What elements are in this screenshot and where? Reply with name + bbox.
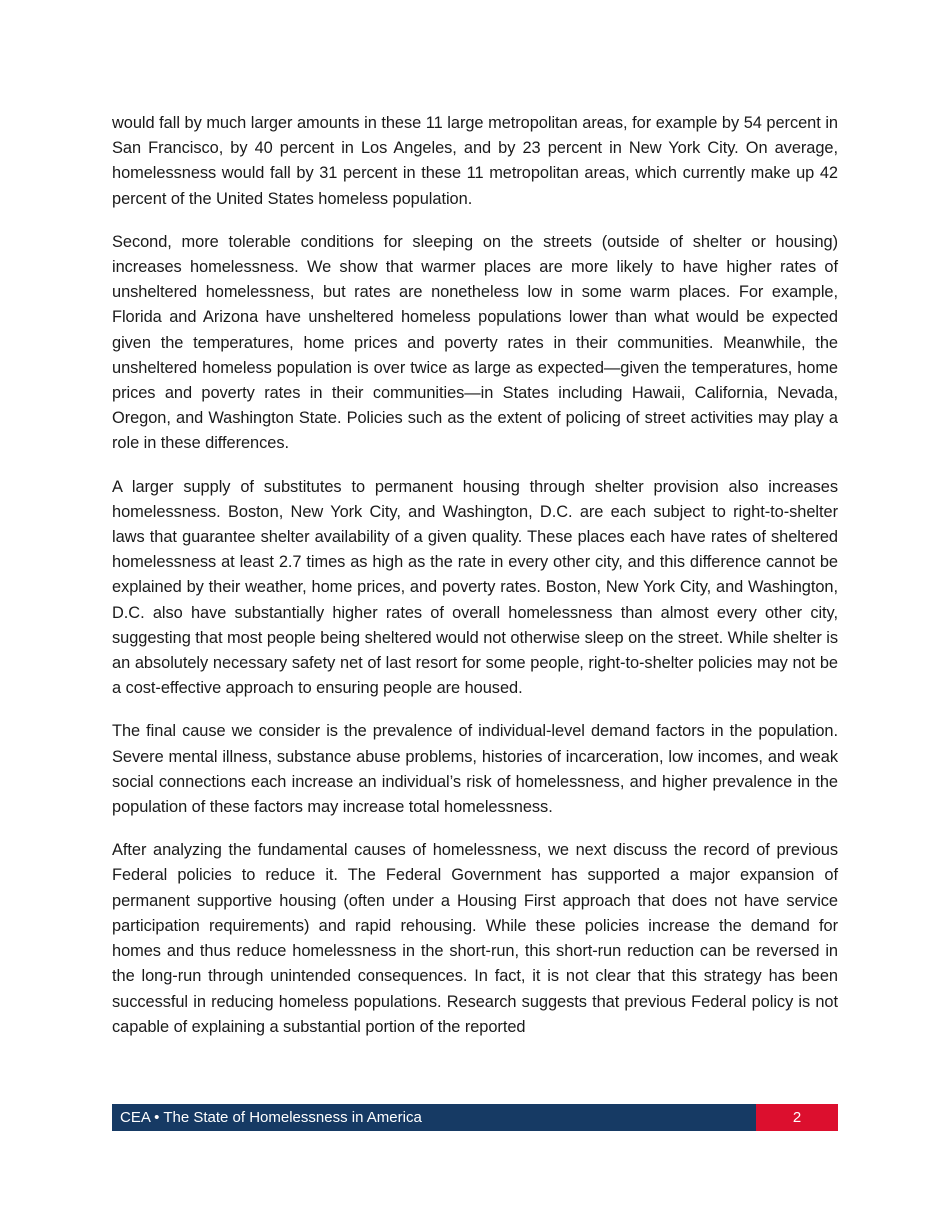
paragraph-1: would fall by much larger amounts in these 11 large metropolitan areas, for example by 54 percent in San Francisco, by 40 percent in Los Angeles, and by 23 percent in New York City. On average, homelessness would fall by 31 percent in these 11 metropolitan areas, which currently make up 42 percent of the United States homeless population. [112, 114, 838, 208]
paragraph-5: After analyzing the fundamental causes of homelessness, we next discuss the record of previous Federal policies to reduce it. The Federal Government has supported a major expansion of permanent supportive housing (often under a Housing First approach that does not have service participation requirements) and rapid rehousing. While these policies increase the demand for homes and thus reduce homelessness in the short-run, this short-run reduction can be reversed in the long-run through unintended consequences. In fact, it is not clear that this strategy has been successful in reducing homeless populations. Research suggests that previous Federal policy is not capable of explaining a substantial portion of the reported [112, 841, 838, 1036]
paragraph-2: Second, more tolerable conditions for sleeping on the streets (outside of shelter or housing) increases homelessness. We show that warmer places are more likely to have higher rates of unsheltered homelessness, but rates are nonetheless low in some warm places. For example, Florida and Arizona have unsheltered homeless populations lower than what would be expected given the temperatures, home prices and poverty rates in their communities. Meanwhile, the unsheltered homeless population is over twice as large as expected—given the temperatures, home prices and poverty rates in their communities—in States including Hawaii, California, Nevada, Oregon, and Washington State. Policies such as the extent of policing of street activities may play a role in these differences. [112, 232, 838, 453]
footer-title: CEA • The State of Homelessness in America [112, 1104, 756, 1131]
page-footer [112, 1104, 838, 1131]
paragraph-3: A larger supply of substitutes to permanent housing through shelter provision also increases homelessness. Boston, New York City, and Washington, D.C. are each subject to right-to-shelter laws that guarantee shelter availability of a given quality. These places each have rates of sheltered homelessness at least 2.7 times as high as the rate in every other city, and this difference cannot be explained by their weather, home prices, and poverty rates. Boston, New York City, and Washington, D.C. also have substantially higher rates of overall homelessness than almost every other city, suggesting that most people being sheltered would not otherwise sleep on the street. While shelter is an absolutely necessary safety net of last resort for some people, right-to-shelter policies may not be a cost-effective approach to ensuring people are housed. [112, 477, 838, 698]
paragraph-4: The final cause we consider is the prevalence of individual-level demand factors in the population. Severe mental illness, substance abuse problems, histories of incarceration, low incomes, and weak social connections each increase an individual’s risk of homelessness, and higher prevalence in the population of these factors may increase total homelessness. [112, 722, 838, 817]
page-number: 2 [756, 1104, 838, 1131]
document-body [112, 111, 838, 1058]
